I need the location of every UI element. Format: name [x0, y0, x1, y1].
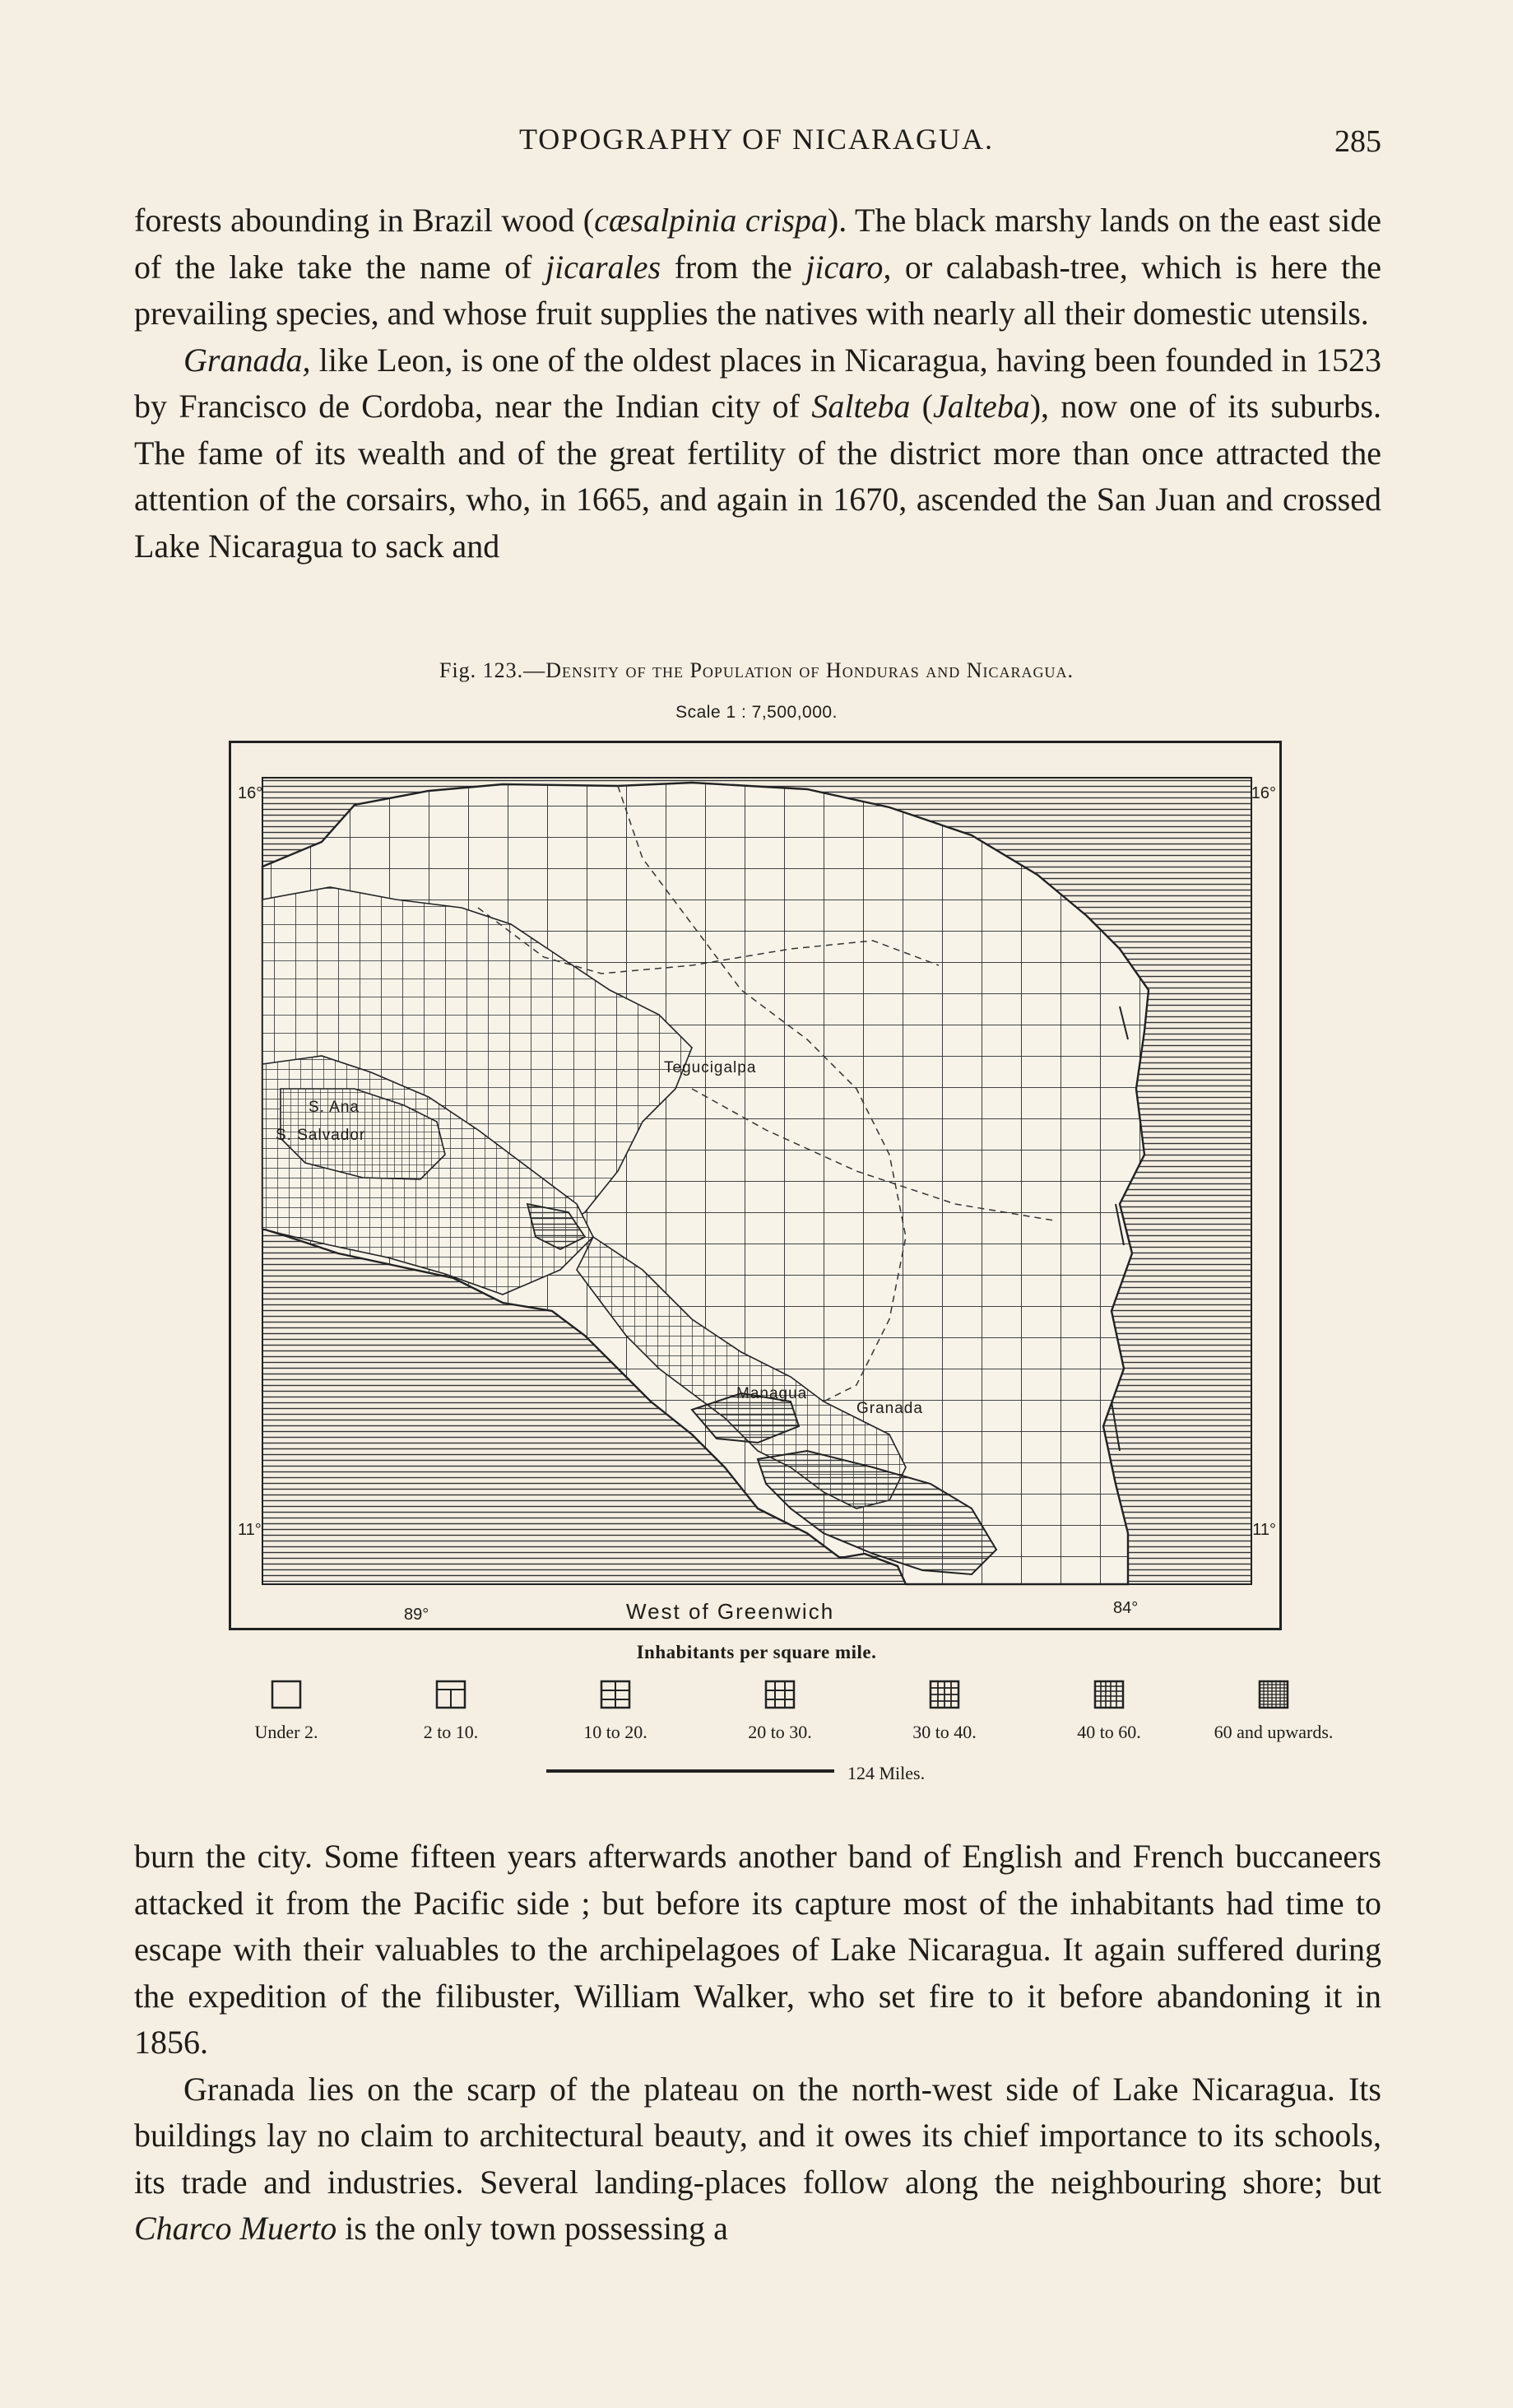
figure-title: Density of the Population of Honduras and Nicaragua. [545, 658, 1074, 682]
legend-item [377, 1679, 525, 1743]
place-san-salvador: S. Salvador [276, 1127, 366, 1144]
italic-term: Jalteba [933, 388, 1030, 425]
paragraph-2 [134, 337, 1381, 570]
text-run: like Leon, is one of the oldest places in Nicaragua, having been founded in 1523 by Francisco de Cordoba, near the Indian city of [134, 341, 1381, 425]
text-run: is the only town possessing a [336, 2210, 728, 2247]
body-text-bottom [134, 1834, 1381, 2252]
figure-caption [0, 658, 1513, 683]
longitude-label: 89° [404, 1606, 429, 1624]
legend-label: 30 to 40. [912, 1722, 977, 1742]
place-managua: Managua [736, 1385, 808, 1402]
italic-term: jicaro, [805, 248, 892, 286]
paragraph-1 [134, 198, 1381, 337]
text-run: from the [661, 248, 806, 286]
italic-term: Salteba [811, 388, 911, 425]
density-2-10-icon [434, 1679, 467, 1710]
italic-term: Charco Muerto [134, 2210, 337, 2247]
longitude-label: 84° [1113, 1599, 1139, 1617]
density-20-30-icon [763, 1679, 796, 1710]
meridian-note: West of Greenwich [626, 1599, 835, 1624]
page-number: 285 [1334, 124, 1381, 159]
legend-label: 10 to 20. [583, 1722, 647, 1742]
legend-item [212, 1679, 360, 1743]
latitude-label: 11° [238, 1521, 262, 1539]
body-text-top [134, 198, 1381, 569]
text-run: forests abounding in Brazil wood ( [134, 202, 595, 239]
place-granada: Granada [856, 1400, 923, 1417]
place-tegucigalpa: Tegucigalpa [664, 1059, 757, 1076]
running-header [0, 122, 1513, 168]
legend-title: Inhabitants per square mile. [636, 1642, 877, 1662]
density-30-40-icon [928, 1679, 961, 1710]
legend-item [541, 1679, 689, 1743]
place-santa-ana: S. Ana [309, 1099, 360, 1116]
legend-item [1035, 1679, 1183, 1743]
scale-bar [546, 1769, 834, 1773]
text-run: or calabash-tree, which is here the prevailing species, and whose fruit supplies the natives with nearly all their domestic utensils. [134, 248, 1382, 332]
latitude-label: 11° [1252, 1521, 1276, 1539]
text-run: ). The black marshy lands on the east side of the lake take the name of [134, 202, 1381, 286]
density-map [229, 741, 1282, 1630]
running-title: TOPOGRAPHY OF NICARAGUA. [518, 123, 995, 156]
latitude-label: 16° [238, 784, 263, 802]
legend-item [870, 1679, 1019, 1743]
paragraph-4 [134, 2066, 1381, 2252]
text-run: Granada lies on the scarp of the plateau on the north-west side of Lake Nicaragua. Its buildings lay no claim to architectural beauty, and it owes its chief importance to its schools, its trade and industries. Several landing-places follow along the neighbouring shore; but [134, 2070, 1381, 2201]
figure-number: Fig. 123.— [439, 658, 546, 682]
density-40-60-icon [1093, 1679, 1125, 1710]
italic-term: jicarales [545, 248, 661, 286]
legend-label: 20 to 30. [748, 1722, 812, 1742]
legend-item [706, 1679, 854, 1743]
latitude-label: 16° [1251, 784, 1276, 802]
density-under-2-icon [270, 1679, 303, 1710]
density-10-20-icon [599, 1679, 632, 1710]
legend-label: 40 to 60. [1077, 1722, 1141, 1742]
scale-bar-label: 124 Miles. [847, 1763, 926, 1783]
figure-scale: Scale 1 : 7,500,000. [675, 703, 838, 722]
legend-label: 2 to 10. [423, 1722, 479, 1742]
legend-label: 60 and upwards. [1214, 1722, 1334, 1742]
legend-item [1200, 1679, 1348, 1743]
text-run: ( [910, 388, 933, 425]
density-60-up-icon [1257, 1679, 1290, 1710]
text-run: ), now one of its suburbs. The fame of its wealth and of the great fertility of the district more than once attracted the attention of the corsairs, who, in 1665, and again in 1670, ascended the San Juan and crossed Lake Nicaragua to sack and [134, 388, 1382, 565]
italic-term: cæsalpinia crispa [594, 202, 828, 239]
legend-label: Under 2. [254, 1722, 318, 1742]
italic-term: Granada, [183, 341, 311, 379]
map-drawing [231, 743, 1279, 1628]
paragraph-3: burn the city. Some fifteen years afterwards another band of English and French buccaneers attacked it from the Pacific side ; but before its capture most of the inhabitants had time to escape with their valuables to the archipelagoes of Lake Nicaragua. It again suffered during the expedition of the filibuster, William Walker, who set fire to it before abandoning it in 1856. [134, 1838, 1381, 2061]
